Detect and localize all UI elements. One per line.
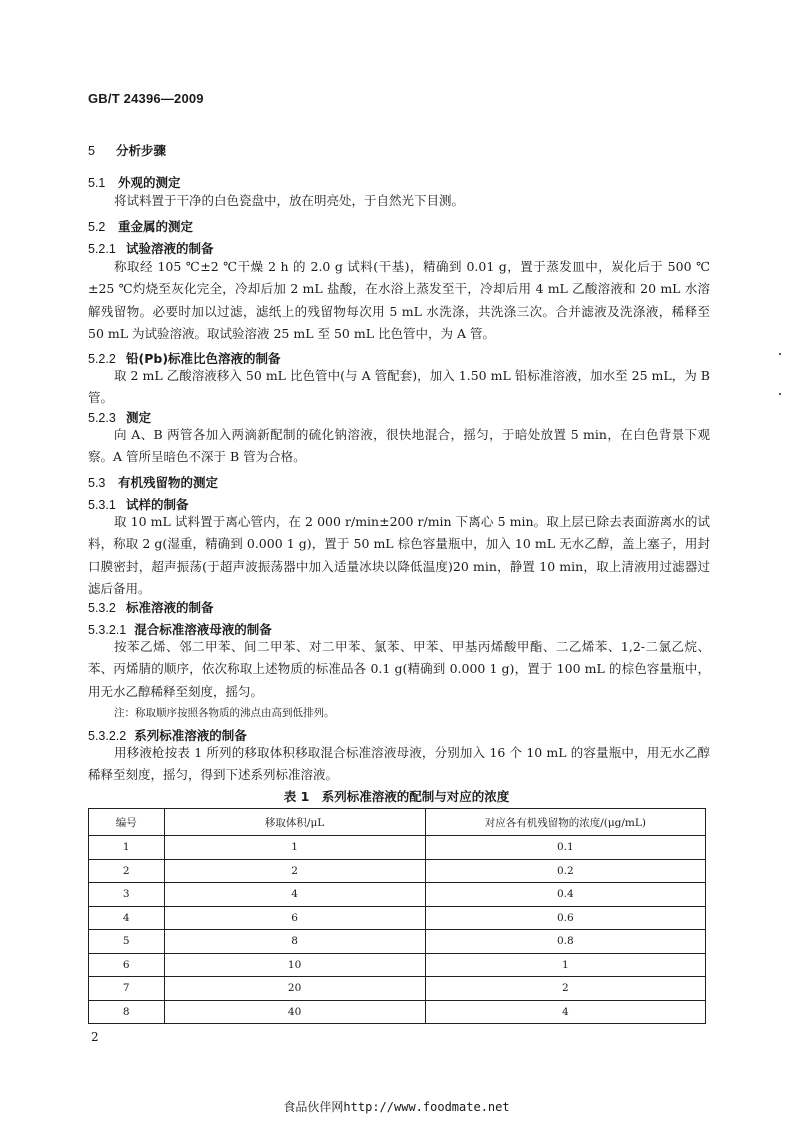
scan-dot [779, 353, 781, 355]
table-row [89, 906, 706, 930]
cell-concentration: 0.2 [425, 859, 705, 883]
section-title: 重金属的测定 [118, 219, 194, 234]
table-header-row [89, 809, 706, 836]
cell-concentration: 0.8 [425, 930, 705, 954]
cell-concentration: 4 [425, 1000, 705, 1024]
table-row [89, 930, 706, 954]
cell-concentration: 0.1 [425, 836, 705, 860]
section-title: 测定 [126, 410, 152, 425]
cell-volume: 10 [164, 953, 425, 977]
table-row [89, 977, 706, 1001]
cell-volume: 2 [164, 859, 425, 883]
cell-concentration: 0.4 [425, 883, 705, 907]
section-title: 外观的测定 [118, 175, 181, 190]
table-row [89, 1000, 706, 1024]
footer-site-name: 食品伙伴网 [283, 1100, 344, 1114]
note: 注：称取顺序按照各物质的沸点由高到低排列。 [114, 707, 335, 719]
section-5-2-1-text: 称取经 105 ℃±2 ℃干燥 2 h 的 2.0 g 试料(干基)，精确到 0.01 g，置于蒸发皿中，炭化后于 500 ℃±25 ℃灼烧至灰化完全，冷却后加 2 mL 盐酸，在水浴上蒸发至干，冷却后用 4 mL 乙酸溶液和 20 mL 水溶解残留物。必要时加以过滤，滤纸上的残留物每次用 5 mL 水洗涤，共洗涤三次。合并滤液及洗涤液，稀释至 50 mL 为试验溶液。取试验溶液 25 mL 至 50 mL 比色管中，为 A 管。 [88, 259, 710, 341]
section-number: 5.3.2.1 [88, 623, 127, 637]
section-title: 有机残留物的测定 [118, 475, 219, 490]
page-number: 2 [91, 1030, 99, 1044]
cell-volume: 1 [164, 836, 425, 860]
section-5-2-heading [88, 217, 193, 235]
section-5-1-text: 将试料置于干净的白色瓷盘中，放在明亮处，于自然光下目测。 [114, 193, 465, 208]
table-row [89, 883, 706, 907]
cell-id: 8 [89, 1000, 165, 1024]
section-5-2-2-text: 取 2 mL 乙酸溶液移入 50 mL 比色管中(与 A 管配套)，加入 1.50 mL 铅标准溶液，加水至 25 mL，为 B 管。 [88, 368, 710, 406]
section-5-1-heading [88, 173, 181, 191]
cell-id: 2 [89, 859, 165, 883]
section-5-2-3-text: 向 A、B 两管各加入两滴新配制的硫化钠溶液，很快地混合，摇匀，于暗处放置 5 min，在白色背景下观察。A 管所呈暗色不深于 B 管为合格。 [88, 427, 710, 465]
cell-concentration: 0.6 [425, 906, 705, 930]
section-number: 5.3 [88, 476, 106, 490]
scan-dot [779, 393, 781, 395]
section-number: 5.2.1 [88, 242, 116, 256]
table-row [89, 836, 706, 860]
cell-volume: 40 [164, 1000, 425, 1024]
section-number: 5.3.2 [88, 601, 116, 615]
section-5-2-1-heading [88, 239, 214, 257]
section-number: 5.3.2.2 [88, 729, 127, 743]
table-row [89, 953, 706, 977]
section-5-heading [88, 141, 166, 159]
section-5-3-2-1-text: 按苯乙烯、邻二甲苯、间二甲苯、对二甲苯、氯苯、甲苯、甲基丙烯酸甲酯、二乙烯苯、1,2-二氯乙烷、苯、丙烯腈的顺序，依次称取上述物质的标准品各 0.1 g(精确到 0.000 1 g)，置于 100 mL 的棕色容量瓶中，用无水乙醇稀释至刻度，摇匀。 [88, 639, 710, 699]
header-volume: 移取体积/μL [164, 809, 425, 836]
cell-volume: 6 [164, 906, 425, 930]
section-title: 系列标准溶液的制备 [134, 728, 247, 743]
section-number: 5.2 [88, 220, 106, 234]
section-title: 试验溶液的制备 [126, 241, 214, 256]
standard-number-header: GB/T 24396—2009 [88, 91, 204, 106]
section-5-3-2-2-text: 用移液枪按表 1 所列的移取体积移取混合标准溶液母液，分别加入 16 个 10 mL 的容量瓶中，用无水乙醇稀释至刻度，摇匀，得到下述系列标准溶液。 [88, 745, 710, 783]
cell-id: 1 [89, 836, 165, 860]
cell-id: 4 [89, 906, 165, 930]
cell-concentration: 2 [425, 977, 705, 1001]
section-title: 标准溶液的制备 [126, 600, 214, 615]
header-id: 编号 [89, 809, 165, 836]
section-number: 5.2.2 [88, 352, 116, 366]
cell-id: 6 [89, 953, 165, 977]
section-number: 5.3.1 [88, 498, 116, 512]
section-5-3-1-text: 取 10 mL 试料置于离心管内，在 2 000 r/min±200 r/min 下离心 5 min。取上层已除去表面游离水的试料，称取 2 g(湿重，精确到 0.000 1 g)，置于 50 mL 棕色容量瓶中，加入 10 mL 无水乙醇，盖上塞子，用封口膜密封，超声振荡(于超声波振荡器中加入适量冰块以降低温度)20 min，静置 10 min，取上清液用过滤器过滤后备用。 [88, 514, 710, 596]
cell-id: 5 [89, 930, 165, 954]
section-number: 5.2.3 [88, 411, 116, 425]
cell-id: 7 [89, 977, 165, 1001]
section-number: 5.1 [88, 176, 106, 190]
table-caption: 表 1 系列标准溶液的配制与对应的浓度 [283, 789, 510, 804]
cell-id: 3 [89, 883, 165, 907]
cell-volume: 4 [164, 883, 425, 907]
standard-solution-table [88, 808, 706, 1024]
cell-volume: 20 [164, 977, 425, 1001]
section-number: 5 [88, 144, 95, 158]
footer-url[interactable]: http://www.foodmate.net [343, 1100, 510, 1114]
section-5-3-2-heading [88, 598, 214, 616]
cell-concentration: 1 [425, 953, 705, 977]
footer-watermark [0, 1098, 793, 1115]
section-5-3-heading [88, 473, 218, 491]
section-title: 试样的制备 [126, 497, 189, 512]
section-title: 混合标准溶液母液的制备 [134, 622, 272, 637]
section-title: 分析步骤 [116, 143, 167, 158]
cell-volume: 8 [164, 930, 425, 954]
table-row [89, 859, 706, 883]
header-concentration: 对应各有机残留物的浓度/(μg/mL) [425, 809, 705, 836]
section-title: 铅(Pb)标准比色溶液的制备 [126, 351, 281, 366]
